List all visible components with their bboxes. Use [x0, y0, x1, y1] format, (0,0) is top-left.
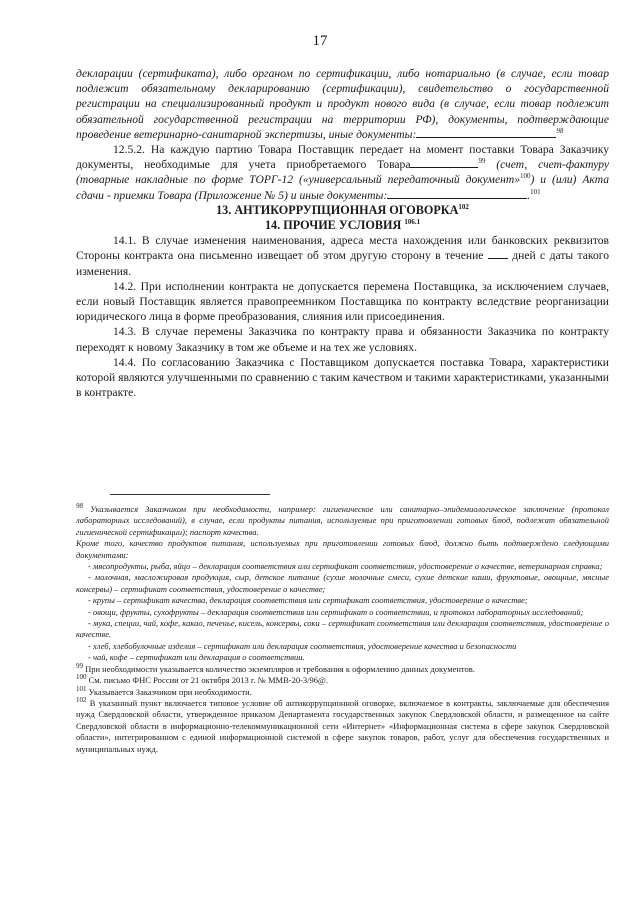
paragraph-14-3: 14.3. В случае перемены Заказчика по контракту права и обязанности Заказчика по контракту переходят к новому Заказчику в том же объеме и на тех же условиях. — [76, 325, 609, 354]
footnote-101 — [76, 684, 609, 698]
footnote-number: 102 — [76, 696, 87, 705]
footnote-text: При необходимости указывается количество экземпляров и требования к оформлению данных документов. — [85, 663, 475, 674]
page-number: 17 — [312, 33, 328, 49]
paragraph-14-4: 14.4. По согласованию Заказчика с Поставщиком допускается поставка Товара, характеристики которой являются улучшенными по сравнению с таким качеством и такими характеристиками, указанными в контракте. — [76, 355, 609, 400]
footnote-divider — [110, 494, 270, 495]
paragraph-text: . — [527, 188, 531, 202]
footnote-list-item: - мясопродукты, рыба, яйцо – декларация соответствия или сертификат соответствия, удостоверение о качестве, ветеринарная справка; — [88, 561, 603, 572]
paragraph-text: дней с даты такого изменения. — [76, 249, 610, 278]
footnote-number: 101 — [76, 684, 87, 693]
footnote-number: 99 — [76, 661, 83, 670]
footnote-ref-106-1: 106.1 — [404, 217, 421, 226]
footnote-ref-102: 102 — [458, 202, 469, 211]
footnote-list-item: - хлеб, хлебобулочные изделия – сертификат или декларация соответствия, удостоверение качества и безопасности — [88, 640, 517, 651]
footnote-99 — [76, 661, 609, 675]
paragraph-text: ) и (или) Акта сдачи - приемки Товара (Приложение № 5) и иные документы: — [76, 173, 610, 202]
footnote-number: 100 — [76, 673, 87, 682]
footnote-100 — [76, 675, 609, 686]
paragraph-text: 12.5.2. На каждую партию Товара Поставщик передает на момент поставки Товара Заказчику документы, необходимые для учета приобретаемого Товара — [76, 143, 609, 172]
footnote-list-item: - чай, кофе – сертификат или декларация о соответствии. — [88, 652, 305, 663]
footnote-ref-99: 99 — [478, 157, 486, 166]
section-title: 14. ПРОЧИЕ УСЛОВИЯ — [264, 218, 402, 233]
footnote-list-item: - молочная, масложировая продукция, сыр, детское питание (сухие молочные смеси, сухие детские каши, фруктовые, овощные, мясные консервы) – сертификат соответствия, удостоверение о качестве; — [76, 572, 609, 594]
footnote-text: Указывается Заказчиком при необходимости. — [88, 686, 252, 697]
footnote-ref-101: 101 — [530, 187, 541, 196]
footnote-text: Указывается Заказчиком при необходимости, например: гигиеническое или санитарно–эпидемиологическое заключение (протокол лабораторных исследований), в случае, если продукты питания, используемые при приготовлении готовых блюд, подлежат обязательной гигиенической сертификации); паспорт качества. — [76, 504, 610, 537]
document-body — [76, 66, 609, 400]
section-14-heading — [76, 218, 609, 233]
intro-text: декларации (сертификата), либо органом по сертификации, либо нотариально (в случае, если товар подлежит обязательному декларированию (сертификации), свидетельство о государственной регистрации на специализированный продукт и продукт нового вида (в случае, если товар подлежит обязательной государственной регистрации на территории РФ), документы, подтверждающие проведение ветеринарно-санитарной экспертизы, иные документы: — [76, 67, 609, 141]
footnote-text: См. письмо ФНС России от 21 октября 2013 г. № ММВ-20-3/96@. — [88, 675, 328, 686]
section-13-heading — [76, 203, 609, 218]
footnote-ref-100: 100 — [520, 172, 531, 181]
paragraph-text: 14.1. В случае изменения наименования, адреса места нахождения или банковских реквизитов Стороны контракта она письменно извещает об этом другую сторону в течение — [76, 234, 609, 263]
footnote-98 — [76, 504, 609, 538]
footnote-98-continued: Кроме того, качество продуктов питания, используемых при приготовлении готовых блюд, должно быть подтверждено следующими документами: — [76, 538, 609, 560]
fill-blank — [410, 157, 478, 168]
paragraph-14-1 — [76, 233, 609, 279]
paragraph-12-5-2 — [76, 142, 609, 203]
footnote-102 — [76, 698, 609, 755]
footnote-number: 98 — [76, 502, 83, 511]
footnotes — [76, 504, 609, 755]
fill-blank — [416, 127, 556, 138]
footnote-list-item: - мука, специи, чай, кофе, какао, печенье, кисель, консервы, соки – сертификат соответствия или декларация соответствия, удостоверение о качестве. — [76, 618, 609, 640]
paragraph-14-2: 14.2. При исполнении контракта не допускается перемена Поставщика, за исключением случаев, если новый Поставщик является правопреемником Поставщика по контракту вследствие реорганизации юридического лица в форме преобразования, слияния или присоединения. — [76, 279, 609, 324]
paragraph-text: (счет, счет-фактуру (товарные накладные по форме ТОРГ-12 («универсальный передаточный документ» — [76, 158, 609, 187]
intro-paragraph — [76, 66, 609, 142]
footnote-list-item: - крупы – сертификат качества, декларация соответствия или сертификат соответствия, удостоверение о качестве; — [88, 595, 528, 606]
fill-blank — [488, 248, 508, 259]
footnote-list-item: - овощи, фрукты, сухофрукты – декларация соответствия или сертификат о соответствии, и протокол лабораторных исследований; — [88, 606, 584, 617]
section-title: 13. АНТИКОРРУПЦИОННАЯ ОГОВОРКА — [216, 202, 459, 217]
fill-blank — [387, 188, 527, 199]
footnote-ref-98: 98 — [556, 126, 564, 135]
footnote-text: В указанный пункт включается типовое условие об антикоррупционной оговорке, включаемое в контракты, заключаемые для обеспечения нужд Свердловской области, утвержденное приказом Департамента государственных закупок Свердловской области, и размещенное на сайте Свердловской области в информационно-телекоммуникационной сети «Интернет» «Информационная система в сфере закупок Свердловской области», интегрированном с единой информационной системой в сфере закупок товаров, работ, услуг для обеспечения государственных и муниципальных нужд. — [76, 697, 609, 754]
